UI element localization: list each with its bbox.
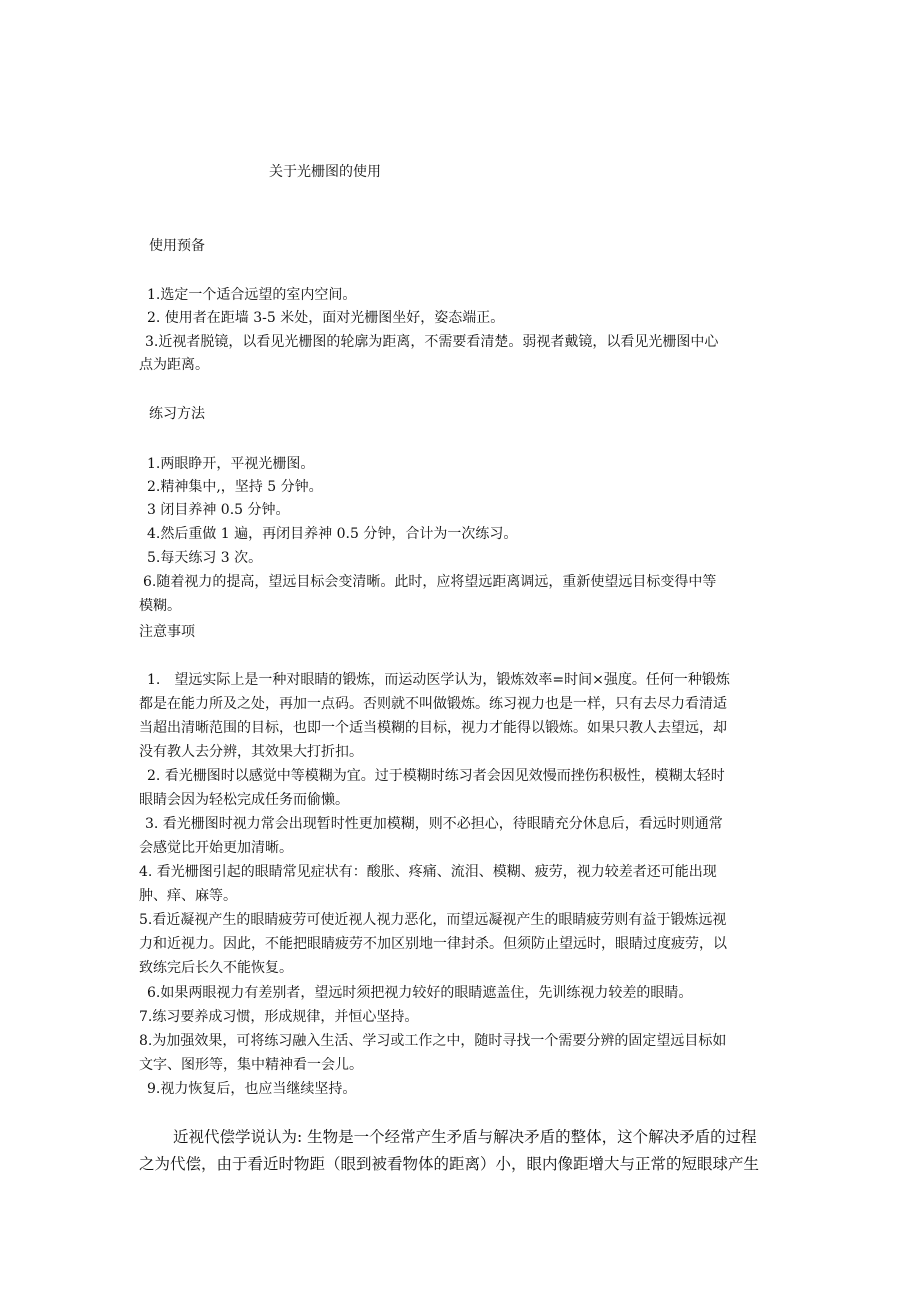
notes-line: 4. 看光栅图引起的眼睛常见症状有：酸胀、疼痛、流泪、模糊、疲劳，视力较差者还可能出现 <box>139 864 717 880</box>
method-line: 1.两眼睁开，平视光栅图。 <box>147 456 315 472</box>
prep-line: 点为距离。 <box>139 357 209 373</box>
notes-line: 1. 望远实际上是一种对眼睛的锻炼，而运动医学认为，锻炼效率=时间×强度。任何一种锻炼 <box>147 672 730 688</box>
notes-line: 9.视力恢复后，也应当继续坚持。 <box>147 1081 357 1097</box>
notes-line: 会感觉比开始更加清晰。 <box>139 840 293 856</box>
notes-line: 力和近视力。因此，不能把眼睛疲劳不加区别地一律封杀。但须防止望远时，眼睛过度疲劳，以 <box>139 936 727 952</box>
closing-line: 之为代偿，由于看近时物距（眼到被看物体的距离）小，眼内像距增大与正常的短眼球产生 <box>139 1155 760 1173</box>
method-line: 4.然后重做 1 遍，再闭目养神 0.5 分钟，合计为一次练习。 <box>147 526 518 542</box>
notes-line: 5.看近凝视产生的眼睛疲劳可使近视人视力恶化，而望远凝视产生的眼睛疲劳则有益于锻炼远视 <box>139 912 727 928</box>
document-title: 关于光栅图的使用 <box>269 164 381 180</box>
closing-line: 近视代偿学说认为: 生物是一个经常产生矛盾与解决矛盾的整体，这个解决矛盾的过程 <box>173 1128 757 1146</box>
notes-line: 没有教人去分辨，其效果大打折扣。 <box>139 744 363 760</box>
notes-line: 6.如果两眼视力有差别者，望远时须把视力较好的眼睛遮盖住，先训练视力较差的眼睛。 <box>147 985 693 1001</box>
prep-line: 1.选定一个适合远望的室内空间。 <box>147 287 357 303</box>
notes-line: 致练完后长久不能恢复。 <box>139 960 293 976</box>
section-heading-prep: 使用预备 <box>149 238 205 254</box>
method-line: 5.每天练习 3 次。 <box>147 550 263 566</box>
notes-line: 7.练习要养成习惯，形成规律，并恒心坚持。 <box>139 1009 419 1025</box>
notes-line: 3. 看光栅图时视力常会出现暂时性更加模糊，则不必担心，待眼睛充分休息后，看远时则通常 <box>145 816 723 832</box>
method-line: 6.随着视力的提高，望远目标会变清晰。此时，应将望远距离调远，重新使望远目标变得中等 <box>143 574 717 590</box>
notes-line: 眼睛会因为轻松完成任务而偷懒。 <box>139 792 349 808</box>
prep-line: 2. 使用者在距墙 3-5 米处，面对光栅图坐好，姿态端正。 <box>147 310 505 326</box>
notes-line: 8.为加强效果，可将练习融入生活、学习或工作之中，随时寻找一个需要分辨的固定望远目标如 <box>139 1033 727 1049</box>
prep-line: 3.近视者脱镜，以看见光栅图的轮廓为距离，不需要看清楚。弱视者戴镜，以看见光栅图中心 <box>145 334 719 350</box>
section-heading-notes: 注意事项 <box>139 624 195 640</box>
method-line: 模糊。 <box>139 598 181 614</box>
method-line: 3 闭目养神 0.5 分钟。 <box>147 502 290 518</box>
section-heading-method: 练习方法 <box>149 406 205 422</box>
notes-line: 都是在能力所及之处，再加一点码。否则就不叫做锻炼。练习视力也是一样，只有去尽力看清适 <box>139 696 727 712</box>
notes-line: 肿、痒、麻等。 <box>139 888 237 904</box>
notes-line: 当超出清晰范围的目标，也即一个适当模糊的目标，视力才能得以锻炼。如果只教人去望远，却 <box>139 720 727 736</box>
notes-line: 2. 看光栅图时以感觉中等模糊为宜。过于模糊时练习者会因见效慢而挫伤积极性，模糊太轻时 <box>147 768 725 784</box>
method-line: 2.精神集中,，坚持 5 分钟。 <box>147 479 323 495</box>
notes-line: 文字、图形等，集中精神看一会儿。 <box>139 1057 363 1073</box>
